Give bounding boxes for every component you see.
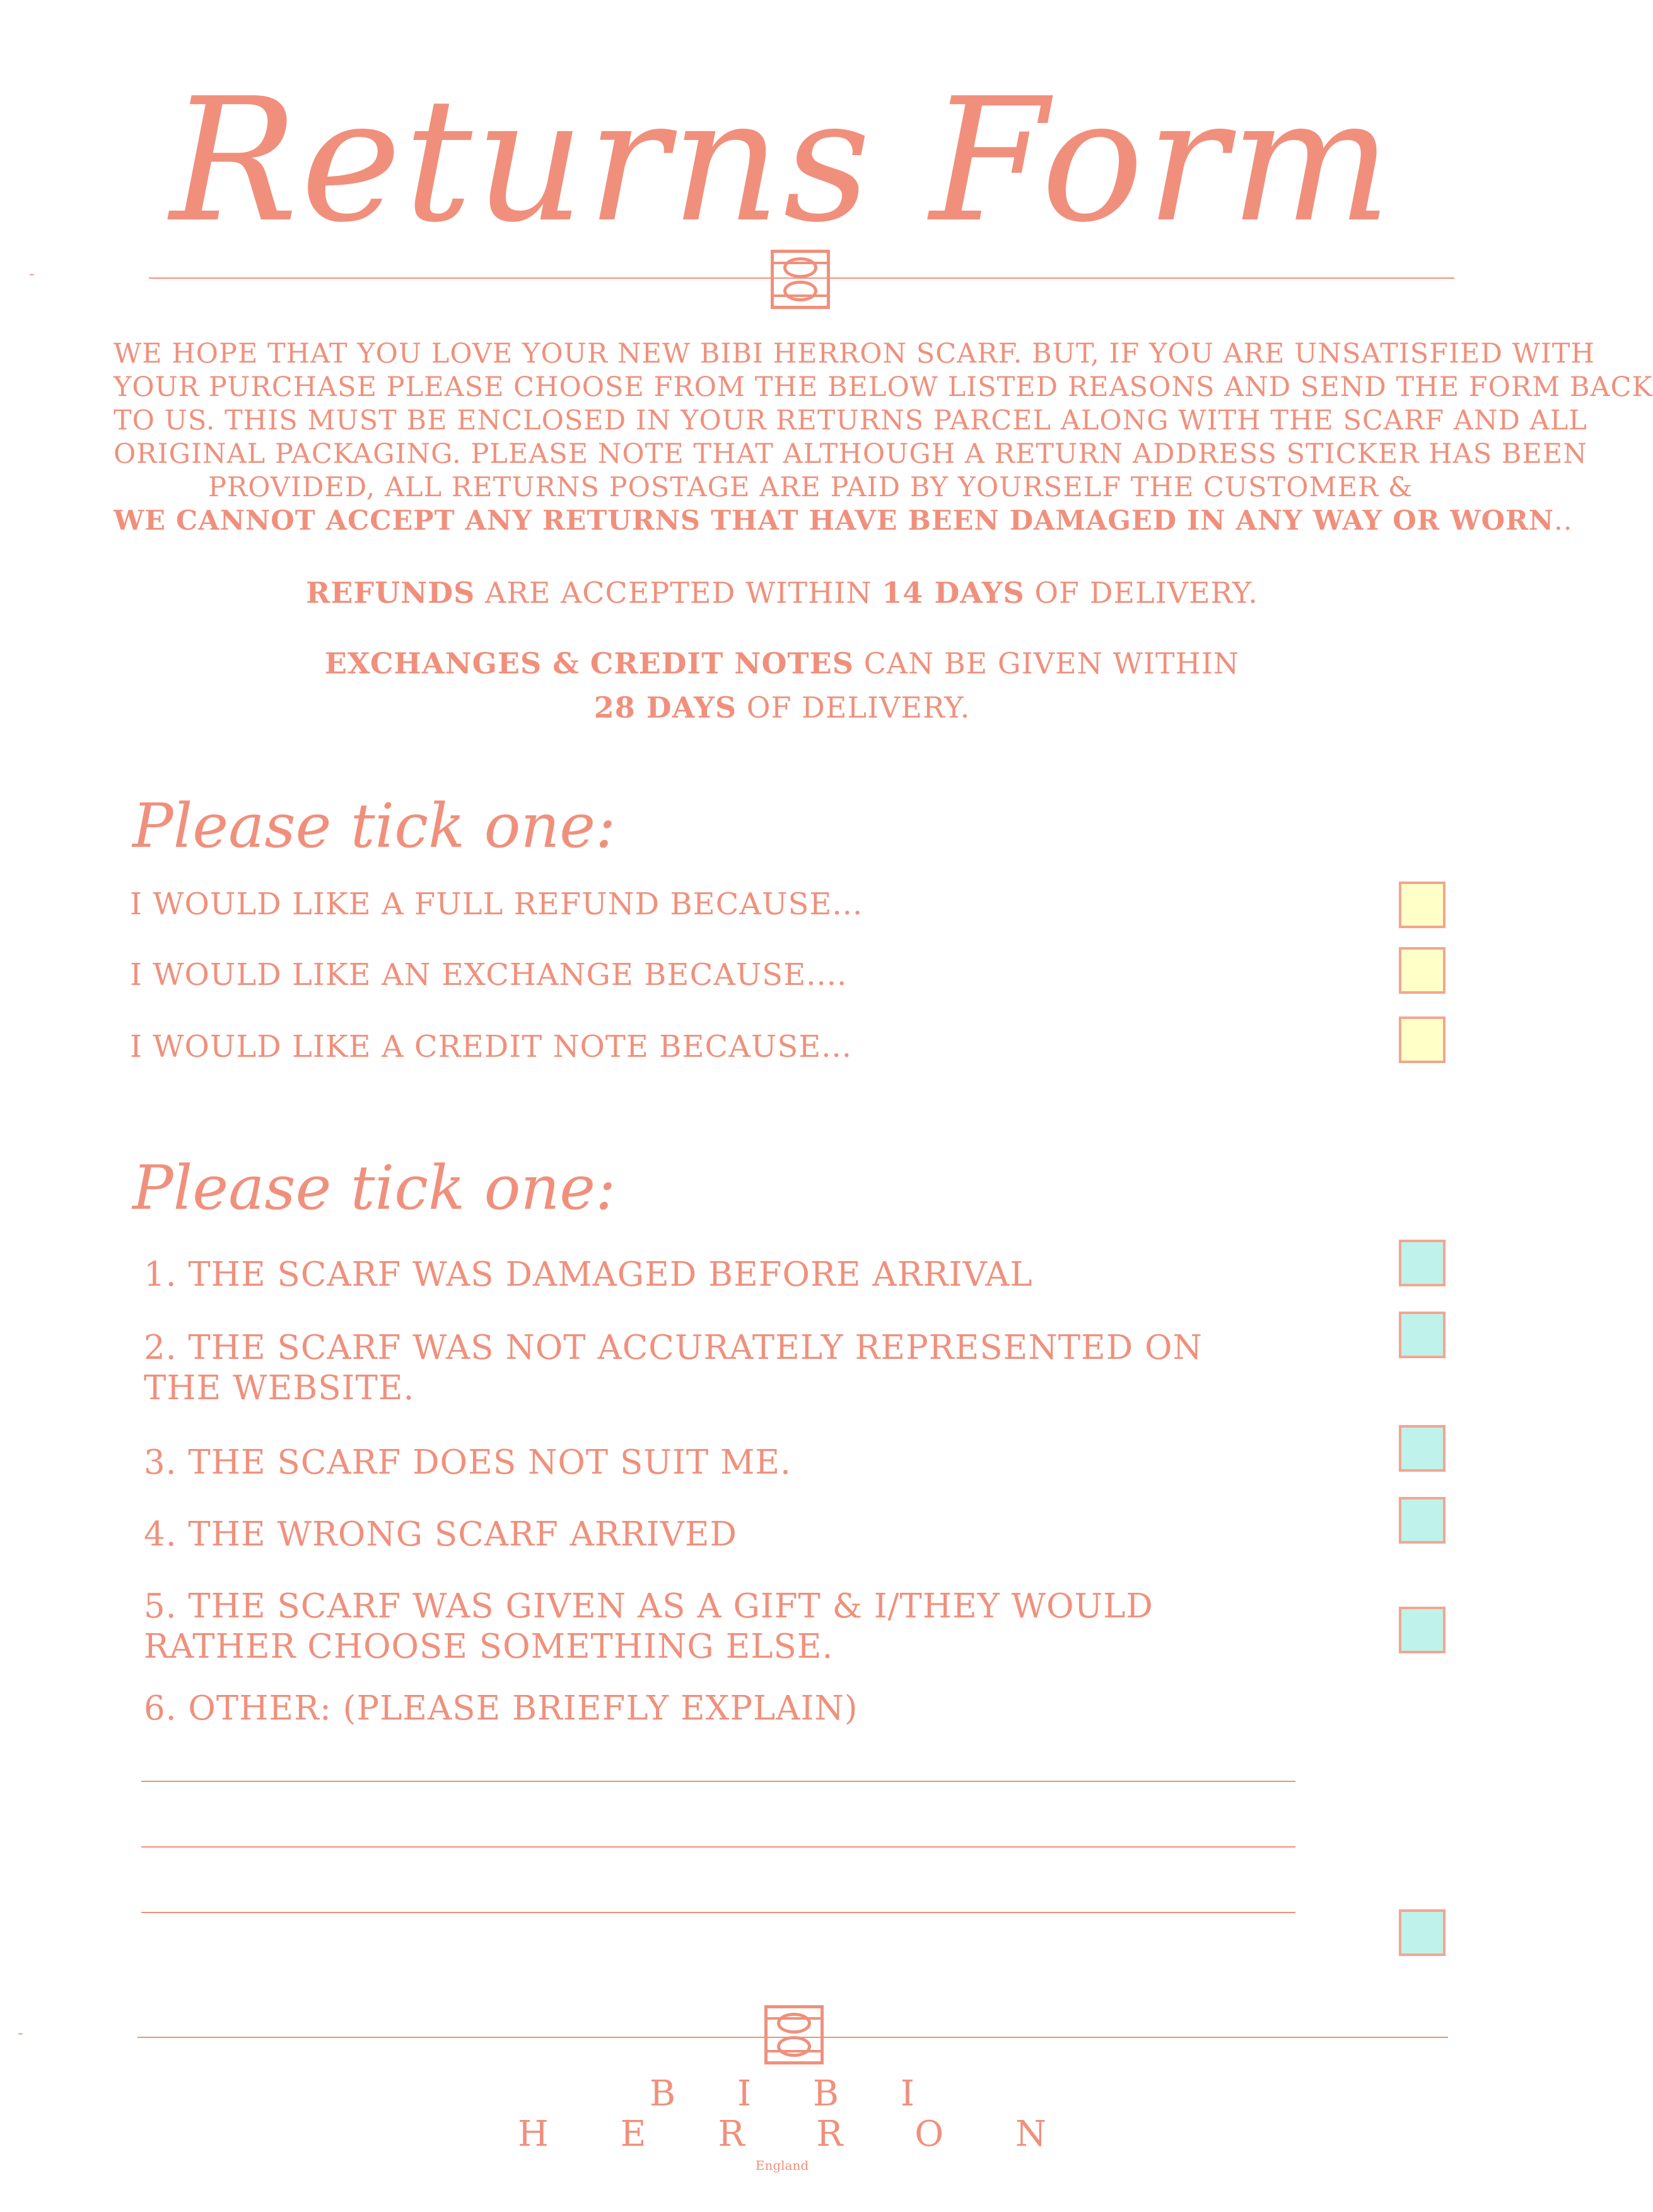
reason-1-label	[144, 1255, 1033, 1295]
refunds-text: ARE ACCEPTED WITHIN	[485, 576, 872, 610]
refunds-days: 14 DAYS	[882, 576, 1025, 610]
option-exchange-checkbox[interactable]	[1399, 947, 1446, 994]
reason-6-label	[144, 1689, 858, 1729]
exchanges-suffix: OF DELIVERY.	[746, 690, 971, 725]
reason-1-line1: 1. THE SCARF WAS DAMAGED BEFORE ARRIVAL	[144, 1255, 1033, 1294]
reason-5-label	[144, 1586, 1154, 1667]
refunds-suffix: OF DELIVERY.	[1034, 576, 1258, 610]
reason-3-label	[144, 1443, 791, 1483]
option-full-refund-label: I WOULD LIKE A FULL REFUND BECAUSE...	[130, 887, 863, 922]
option-credit-note-label: I WOULD LIKE A CREDIT NOTE BECAUSE...	[130, 1029, 853, 1064]
explanation-line-2[interactable]	[141, 1846, 1295, 1848]
reason-2-label	[144, 1328, 1203, 1409]
reason-5-line1: 5. THE SCARF WAS GIVEN AS A GIFT & I/THEY WOULD	[144, 1587, 1154, 1626]
brand-name-line1: B I B I	[650, 2073, 940, 2114]
reason-3-line1: 3. THE SCARF DOES NOT SUIT ME.	[144, 1443, 791, 1482]
bh-monogram-footer-logo-icon	[764, 2005, 824, 2064]
brand-name-line2: H E R R O N	[518, 2114, 1077, 2155]
option-full-refund-checkbox[interactable]	[1399, 882, 1446, 928]
reason-2-checkbox[interactable]	[1399, 1312, 1446, 1358]
option-exchange-label: I WOULD LIKE AN EXCHANGE BECAUSE....	[130, 957, 848, 992]
explanation-line-1[interactable]	[141, 1781, 1295, 1782]
intro-line-4: ORIGINAL PACKAGING. PLEASE NOTE THAT ALTHOUGH A RETURN ADDRESS STICKER HAS BEEN	[114, 438, 1587, 470]
intro-line-5: PROVIDED, ALL RETURNS POSTAGE ARE PAID BY YOURSELF THE CUSTOMER &	[208, 472, 1413, 503]
reason-1-checkbox[interactable]	[1399, 1240, 1446, 1286]
reason-5-checkbox[interactable]	[1399, 1607, 1446, 1653]
margin-mark-top: -	[29, 265, 35, 282]
brand-location: England	[755, 2158, 809, 2173]
exchanges-text: CAN BE GIVEN WITHIN	[863, 646, 1240, 680]
reason-3-checkbox[interactable]	[1399, 1425, 1446, 1472]
exchange-policy	[0, 641, 1564, 685]
exchanges-label: EXCHANGES & CREDIT NOTES	[324, 646, 854, 680]
margin-mark-bottom: -	[18, 2024, 23, 2042]
intro-warning: WE CANNOT ACCEPT ANY RETURNS THAT HAVE BEEN DAMAGED IN ANY WAY OR WORN	[114, 505, 1555, 537]
reason-4-label	[144, 1515, 737, 1555]
intro-line-3: TO US. THIS MUST BE ENCLOSED IN YOUR RETURNS PARCEL ALONG WITH THE SCARF AND ALL	[114, 405, 1587, 436]
intro-line-2: YOUR PURCHASE PLEASE CHOOSE FROM THE BELOW LISTED REASONS AND SEND THE FORM BACK	[114, 371, 1653, 403]
intro-warning-end: ..	[1554, 505, 1573, 537]
reason-2-line1: 2. THE SCARF WAS NOT ACCURATELY REPRESENTED ON	[144, 1329, 1203, 1367]
intro-line-1: WE HOPE THAT YOU LOVE YOUR NEW BIBI HERRON SCARF. BUT, IF YOU ARE UNSATISFIED WITH	[114, 338, 1595, 370]
reason-5-line2: RATHER CHOOSE SOMETHING ELSE.	[144, 1627, 834, 1666]
exchange-policy-days	[0, 685, 1564, 730]
intro-paragraph	[114, 337, 1653, 538]
refund-policy	[0, 571, 1564, 615]
refunds-label: REFUNDS	[306, 576, 476, 610]
explanation-line-3[interactable]	[141, 1912, 1295, 1913]
reason-2-line2: THE WEBSITE.	[144, 1369, 415, 1407]
bh-monogram-logo-icon	[771, 250, 830, 309]
reason-6-line1: 6. OTHER: (PLEASE BRIEFLY EXPLAIN)	[144, 1689, 858, 1728]
reason-4-checkbox[interactable]	[1399, 1497, 1446, 1544]
reason-4-line1: 4. THE WRONG SCARF ARRIVED	[144, 1515, 738, 1554]
option-credit-note-checkbox[interactable]	[1399, 1016, 1446, 1063]
section1-heading: Please tick one:	[132, 791, 616, 861]
section2-heading: Please tick one:	[132, 1153, 616, 1223]
reason-6-checkbox[interactable]	[1399, 1909, 1446, 1956]
page-title: Returns Form	[170, 61, 1394, 260]
exchanges-days: 28 DAYS	[593, 690, 737, 725]
